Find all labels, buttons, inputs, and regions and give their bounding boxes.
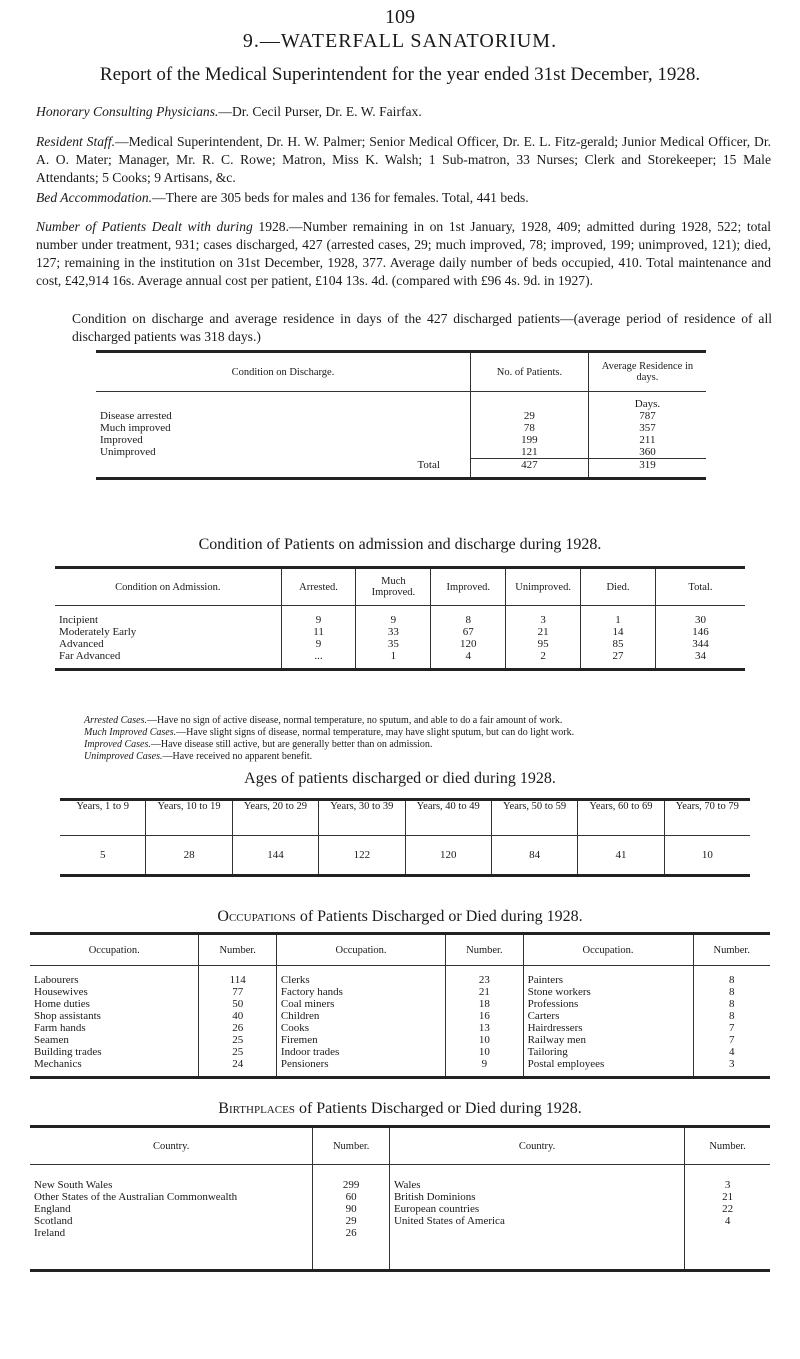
t4-header: Number.	[693, 934, 770, 966]
t4-number: 4	[693, 1046, 770, 1058]
patients-text: 1928.—Number remaining in on 1st January, 1928, 409; admitted during 1928, 522; total number under treatment, 931; cases discharged, 427 (arrested cases, 29; much improved, 78; improved, 199; unimproved, 121); died, 127; remaining in the institution on 31st December, 1928, 377. Average daily number of beds occupied, 410. Total maintenance and cost, £42,914 16s. Average annual cost per patient, £104 13s. 4d. (compared with £96 4s. 9d. in 1927).	[36, 219, 772, 288]
t2-cell: 11	[281, 626, 356, 638]
bed-paragraph	[36, 189, 771, 207]
table-row	[96, 434, 706, 446]
t5-number: 90	[313, 1203, 390, 1215]
t4-number: 18	[446, 998, 523, 1010]
t2-header: Total.	[655, 568, 745, 606]
t4-occupation: Coal miners	[276, 998, 445, 1010]
table-row	[30, 1227, 770, 1271]
t2-cell: 67	[431, 626, 506, 638]
t3-value: 41	[578, 836, 664, 876]
t2-header: Unimproved.	[506, 568, 581, 606]
t5-number: 3	[685, 1165, 770, 1192]
t4-occupation: Clerks	[276, 966, 445, 987]
t4-header: Occupation.	[523, 934, 693, 966]
table-row	[30, 1058, 770, 1078]
t4-number: 7	[693, 1034, 770, 1046]
t2-cell: 30	[655, 614, 745, 626]
table-row	[55, 650, 745, 670]
t2-cell: 146	[655, 626, 745, 638]
t4-number: 40	[199, 1010, 276, 1022]
note-text: —Have no sign of active disease, normal temperature, no sputum, and able to do a fair amount of work.	[146, 715, 563, 726]
t1-row-days: 360	[588, 446, 706, 459]
t4-number: 10	[446, 1046, 523, 1058]
t4-occupation: Stone workers	[523, 986, 693, 998]
t2-cell: 33	[356, 626, 431, 638]
t3-value: 5	[99, 849, 106, 861]
t2-cell: 1	[356, 650, 431, 670]
t4-occupation: Home duties	[34, 998, 90, 1010]
t2-cell: 34	[655, 650, 745, 670]
table-row	[30, 1165, 770, 1192]
t2-cell: 35	[356, 638, 431, 650]
t3-header: Years, 50 to 59	[491, 800, 577, 836]
t5-number: 21	[685, 1191, 770, 1203]
t2-cell: 1	[581, 614, 656, 626]
note	[84, 751, 734, 763]
t4-occupation: Building trades	[34, 1046, 102, 1058]
note-text: —Have slight signs of disease, normal temperature, may have slight sputum, but can do light work.	[176, 727, 575, 738]
t4-occupation: Pensioners	[276, 1058, 445, 1078]
t2-row-label: Advanced	[59, 638, 104, 650]
staff-text: —Medical Superintendent, Dr. H. W. Palmer; Senior Medical Officer, Dr. E. L. Fitz-gerald; Junior Medical Officer, Dr. A. O. Mater; Manager, Mr. R. C. Rowe; Matron, Miss K. Walsh; 1 Sub-matron, 33 Nurses; Clerk and Storekeeper; 15 Male Attendants; 5 Cooks; 9 Artisans, &c.	[36, 134, 771, 185]
t4-number: 77	[199, 986, 276, 998]
t5-country: British Dominions	[389, 1191, 684, 1203]
t5-number: 60	[313, 1191, 390, 1203]
t5-number: 22	[685, 1203, 770, 1215]
t4-number: 25	[199, 1046, 276, 1058]
t5-country: European countries	[389, 1203, 684, 1215]
patients-label: Number of Patients Dealt with during	[36, 219, 253, 234]
t5-header: Country.	[30, 1127, 313, 1165]
table-row	[30, 986, 770, 998]
t3-value: 144	[232, 836, 318, 876]
bed-text: —There are 305 beds for males and 136 for females. Total, 441 beds.	[152, 190, 529, 205]
t2-cell: 9	[356, 614, 431, 626]
t1-row-patients: 29	[470, 410, 588, 422]
t3-header: Years, 1 to 9	[60, 800, 146, 836]
t2-cell: 9	[281, 638, 356, 650]
birthplaces-table	[30, 1125, 770, 1272]
t2-header: Condition on Admission.	[55, 568, 281, 606]
t4-number: 21	[446, 986, 523, 998]
table-row	[55, 626, 745, 638]
t4-occupation: Cooks	[276, 1022, 445, 1034]
t1-total-patients: 427	[470, 459, 588, 479]
t1-row-patients: 78	[470, 422, 588, 434]
t2-cell: 14	[581, 626, 656, 638]
t2-cell: ...	[281, 650, 356, 670]
note-label: Unimproved Cases.	[84, 751, 163, 762]
t2-cell: 2	[506, 650, 581, 670]
honorary-paragraph	[36, 103, 771, 121]
t4-number: 3	[693, 1058, 770, 1078]
note	[84, 739, 734, 751]
t1-total-row	[96, 459, 706, 479]
t5-header: Country.	[389, 1127, 684, 1165]
page-heading: 9.—WATERFALL SANATORIUM.	[242, 30, 558, 52]
t1-header-patients: No. of Patients.	[470, 352, 588, 392]
t5-country: United States of America	[389, 1215, 684, 1227]
note-text: —Have received no apparent benefit.	[162, 751, 313, 762]
t1-total-label: Total	[417, 458, 440, 471]
t2-header: Improved.	[431, 568, 506, 606]
t4-number: 8	[693, 1010, 770, 1022]
t5-country: Ireland	[34, 1227, 66, 1239]
t4-occupation: Postal employees	[523, 1058, 693, 1078]
t2-header: Much Improved.	[356, 568, 431, 606]
report-title: Report of the Medical Superintendent for the year ended 31st December, 1928.	[99, 64, 701, 85]
t4-number: 25	[199, 1034, 276, 1046]
table-row	[30, 966, 770, 987]
t4-occupation: Carters	[523, 1010, 693, 1022]
t4-occupation: Indoor trades	[276, 1046, 445, 1058]
table-row	[30, 998, 770, 1010]
t4-occupation: Labourers	[34, 974, 79, 986]
table-row	[96, 446, 706, 459]
t5-body	[30, 1165, 770, 1271]
t4-header: Number.	[446, 934, 523, 966]
t2-cell: 85	[581, 638, 656, 650]
t2-cell: 9	[281, 614, 356, 626]
t4-number: 8	[693, 986, 770, 998]
t5-caption-rest: of Patients Discharged or Died during 1928.	[294, 1100, 582, 1117]
t1-header-condition: Condition on Discharge.	[96, 352, 470, 392]
table2-caption: Condition of Patients on admission and discharge during 1928.	[198, 536, 602, 553]
table-row	[60, 836, 750, 876]
t5-caption-first: Birthplaces	[218, 1100, 295, 1117]
t4-occupation: Railway men	[523, 1034, 693, 1046]
t4-occupation: Factory hands	[276, 986, 445, 998]
t2-row-label: Far Advanced	[59, 650, 121, 662]
t5-country: New South Wales	[34, 1179, 113, 1191]
table5-caption	[0, 1100, 800, 1118]
t5-number	[685, 1227, 770, 1271]
t4-number: 114	[199, 966, 276, 987]
t4-occupation: Housewives	[34, 986, 88, 998]
t2-cell: 27	[581, 650, 656, 670]
table4-caption	[0, 908, 800, 926]
note	[84, 727, 734, 739]
t3-header: Years, 20 to 29	[232, 800, 318, 836]
t1-row-patients: 199	[470, 434, 588, 446]
t1-unit: Days.	[588, 392, 706, 411]
note-text: —Have disease still active, but are generally better than on admission.	[150, 739, 433, 750]
t4-occupation: Farm hands	[34, 1022, 86, 1034]
t1-row-days: 787	[588, 410, 706, 422]
t4-occupation: Children	[276, 1010, 445, 1022]
t5-number: 26	[313, 1227, 390, 1271]
t4-number: 24	[199, 1058, 276, 1078]
t1-row-label: Unimproved	[100, 446, 156, 458]
t5-country: Wales	[389, 1165, 684, 1192]
table-row	[96, 410, 706, 422]
t2-row-label: Incipient	[59, 614, 99, 626]
table-row	[55, 614, 745, 626]
table-row	[30, 1034, 770, 1046]
t2-header: Died.	[581, 568, 656, 606]
t5-number: 299	[313, 1165, 390, 1192]
t4-caption-first: Occupations	[217, 908, 296, 925]
t4-body	[30, 966, 770, 1078]
t4-occupation: Professions	[523, 998, 693, 1010]
t3-value: 28	[146, 836, 232, 876]
t4-occupation: Mechanics	[34, 1058, 82, 1070]
table-row	[30, 1191, 770, 1203]
discharge-table	[96, 350, 706, 480]
t4-header: Occupation.	[30, 934, 199, 966]
note-label: Much Improved Cases.	[84, 727, 177, 738]
t4-occupation: Shop assistants	[34, 1010, 101, 1022]
patients-paragraph	[36, 218, 771, 290]
t4-number: 10	[446, 1034, 523, 1046]
t4-number: 13	[446, 1022, 523, 1034]
table2-notes	[84, 715, 734, 763]
t5-country	[389, 1227, 684, 1271]
t3-value: 10	[664, 836, 750, 876]
t4-number: 23	[446, 966, 523, 987]
table-row	[30, 1215, 770, 1227]
table3-caption: Ages of patients discharged or died during 1928.	[244, 770, 556, 787]
t5-country: Scotland	[34, 1215, 73, 1227]
t4-occupation: Firemen	[276, 1034, 445, 1046]
t4-caption-rest: of Patients Discharged or Died during 1928.	[295, 908, 583, 925]
table-row	[30, 1010, 770, 1022]
t1-row-label: Disease arrested	[100, 410, 172, 422]
t5-number: 29	[313, 1215, 390, 1227]
t3-header: Years, 30 to 39	[319, 800, 405, 836]
t1-row-patients: 121	[470, 446, 588, 459]
t4-occupation: Seamen	[34, 1034, 69, 1046]
t4-number: 8	[693, 966, 770, 987]
note-label: Arrested Cases.	[84, 715, 147, 726]
t4-number: 26	[199, 1022, 276, 1034]
t4-number: 9	[446, 1058, 523, 1078]
t5-number: 4	[685, 1215, 770, 1227]
staff-paragraph	[36, 133, 771, 187]
admission-table	[55, 566, 745, 671]
t4-number: 50	[199, 998, 276, 1010]
t3-header: Years, 60 to 69	[578, 800, 664, 836]
t1-row-days: 211	[588, 434, 706, 446]
t2-cell: 344	[655, 638, 745, 650]
t4-number: 7	[693, 1022, 770, 1034]
note	[84, 715, 734, 727]
t2-cell: 120	[431, 638, 506, 650]
t1-row-label: Improved	[100, 434, 143, 446]
t2-cell: 3	[506, 614, 581, 626]
t1-row-label: Much improved	[100, 422, 171, 434]
t1-total-days: 319	[588, 459, 706, 479]
t3-value: 120	[405, 836, 491, 876]
t2-row-label: Moderately Early	[59, 626, 137, 638]
table-row	[96, 422, 706, 434]
t4-number: 8	[693, 998, 770, 1010]
t3-header: Years, 10 to 19	[146, 800, 232, 836]
table-row	[30, 1203, 770, 1215]
honorary-text: —Dr. Cecil Purser, Dr. E. W. Fairfax.	[218, 104, 422, 119]
t2-cell: 21	[506, 626, 581, 638]
t5-header: Number.	[313, 1127, 390, 1165]
table-row	[30, 1022, 770, 1034]
bed-label: Bed Accommodation.	[36, 190, 153, 205]
t5-country: England	[34, 1203, 71, 1215]
t5-header: Number.	[685, 1127, 770, 1165]
t4-number: 16	[446, 1010, 523, 1022]
t2-cell: 95	[506, 638, 581, 650]
t3-value: 122	[319, 836, 405, 876]
t3-header: Years, 70 to 79	[664, 800, 750, 836]
t1-header-days: Average Residence in days.	[588, 352, 706, 392]
t1-row-days: 357	[588, 422, 706, 434]
t4-occupation: Hairdressers	[523, 1022, 693, 1034]
honorary-label: Honorary Consulting Physicians.	[36, 104, 219, 119]
note-label: Improved Cases.	[84, 739, 151, 750]
table-row	[55, 638, 745, 650]
t5-country: Other States of the Australian Commonwealth	[34, 1191, 238, 1203]
t2-cell: 8	[431, 614, 506, 626]
t2-cell: 4	[431, 650, 506, 670]
staff-label: Resident Staff.	[36, 134, 115, 149]
t4-occupation: Tailoring	[523, 1046, 693, 1058]
condition-intro: Condition on discharge and average residence in days of the 427 discharged patients—(average period of residence of all discharged patients was 318 days.)	[72, 311, 772, 344]
t4-occupation: Painters	[523, 966, 693, 987]
t3-value: 84	[491, 836, 577, 876]
table-row	[30, 1046, 770, 1058]
page-number: 109	[385, 6, 415, 28]
t4-header: Number.	[199, 934, 276, 966]
t3-header: Years, 40 to 49	[405, 800, 491, 836]
t4-header: Occupation.	[276, 934, 445, 966]
ages-table	[60, 798, 750, 877]
occupations-table	[30, 932, 770, 1079]
t2-header: Arrested.	[281, 568, 356, 606]
